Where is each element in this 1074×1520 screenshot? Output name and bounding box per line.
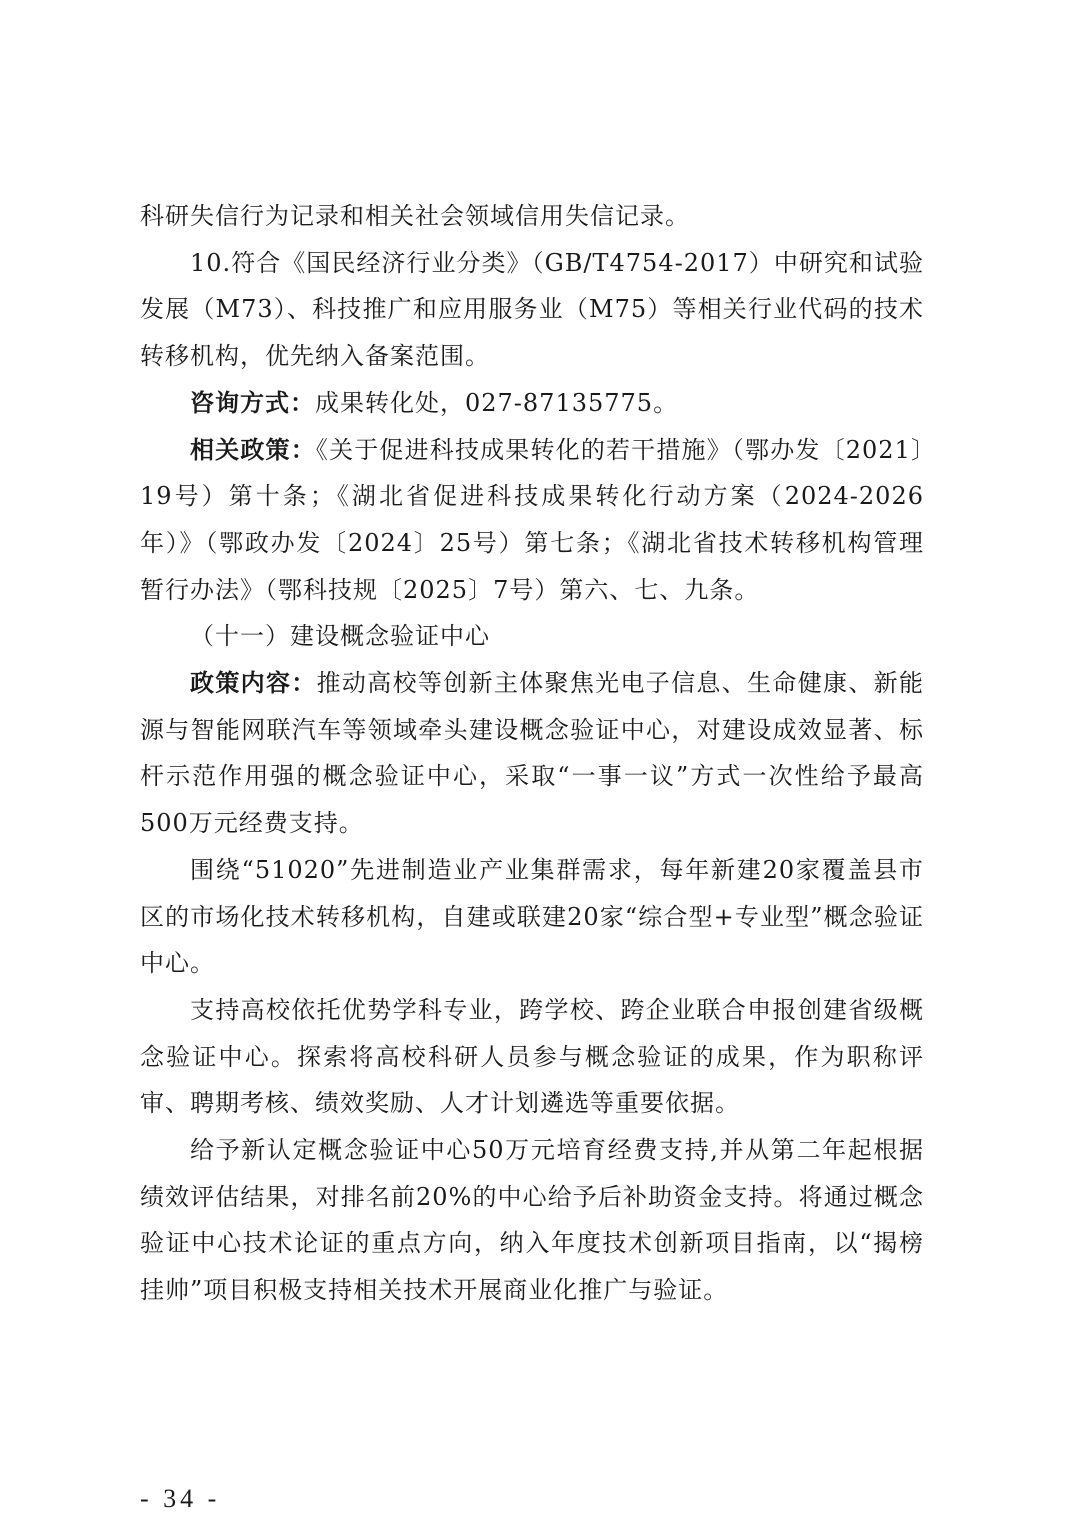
paragraph-policy-content: [140, 660, 924, 847]
policy-label: 相关政策：: [190, 435, 316, 464]
paragraph-related-policy: [140, 427, 924, 614]
paragraph-51020: 围绕“51020”先进制造业产业集群需求，每年新建20家覆盖县市区的市场化技术转移机构，自建或联建20家“综合型+专业型”概念验证中心。: [140, 855, 924, 978]
paragraph-item-10: 10.符合《国民经济行业分类》（GB/T4754-2017）中研究和试验发展（M73）、科技推广和应用服务业（M75）等相关行业代码的技术转移机构，优先纳入备案范围。: [140, 248, 924, 371]
consult-label: 咨询方式：: [190, 388, 315, 417]
paragraph-support: 支持高校依托优势学科专业，跨学校、跨企业联合申报创建省级概念验证中心。探索将高校科研人员参与概念验证的成果，作为职称评审、聘期考核、绩效奖励、人才计划遴选等重要依据。: [140, 995, 924, 1118]
paragraph-continuation: 科研失信行为记录和相关社会领域信用失信记录。: [140, 202, 690, 230]
consult-text: 成果转化处，027-87135775。: [315, 388, 679, 417]
content-label: 政策内容：: [190, 669, 317, 698]
body-text: [140, 193, 924, 1314]
policy-text: 《关于促进科技成果转化的若干措施》（鄂办发〔2021〕19号）第十条；《湖北省促进科技成果转化行动方案（2024-2026年）》（鄂政办发〔2024〕25号）第七条；《湖北省技术转移机构管理暂行办法》（鄂科技规〔2025〕7号）第六、七、九条。: [140, 435, 925, 604]
paragraph-funding: 给予新认定概念验证中心50万元培育经费支持,并从第二年起根据绩效评估结果，对排名前20%的中心给予后补助资金支持。将通过概念验证中心技术论证的重点方向，纳入年度技术创新项目指南，以“揭榜挂帅”项目积极支持相关技术开展商业化推广与验证。: [140, 1136, 924, 1305]
content-text: 推动高校等创新主体聚焦光电子信息、生命健康、新能源与智能网联汽车等领域牵头建设概念验证中心，对建设成效显著、标杆示范作用强的概念验证中心，采取“一事一议”方式一次性给予最高500万元经费支持。: [140, 669, 925, 838]
section-heading: （十一）建设概念验证中心: [190, 622, 490, 651]
page-number: - 34 -: [140, 1484, 221, 1513]
paragraph-consult: [140, 380, 924, 427]
